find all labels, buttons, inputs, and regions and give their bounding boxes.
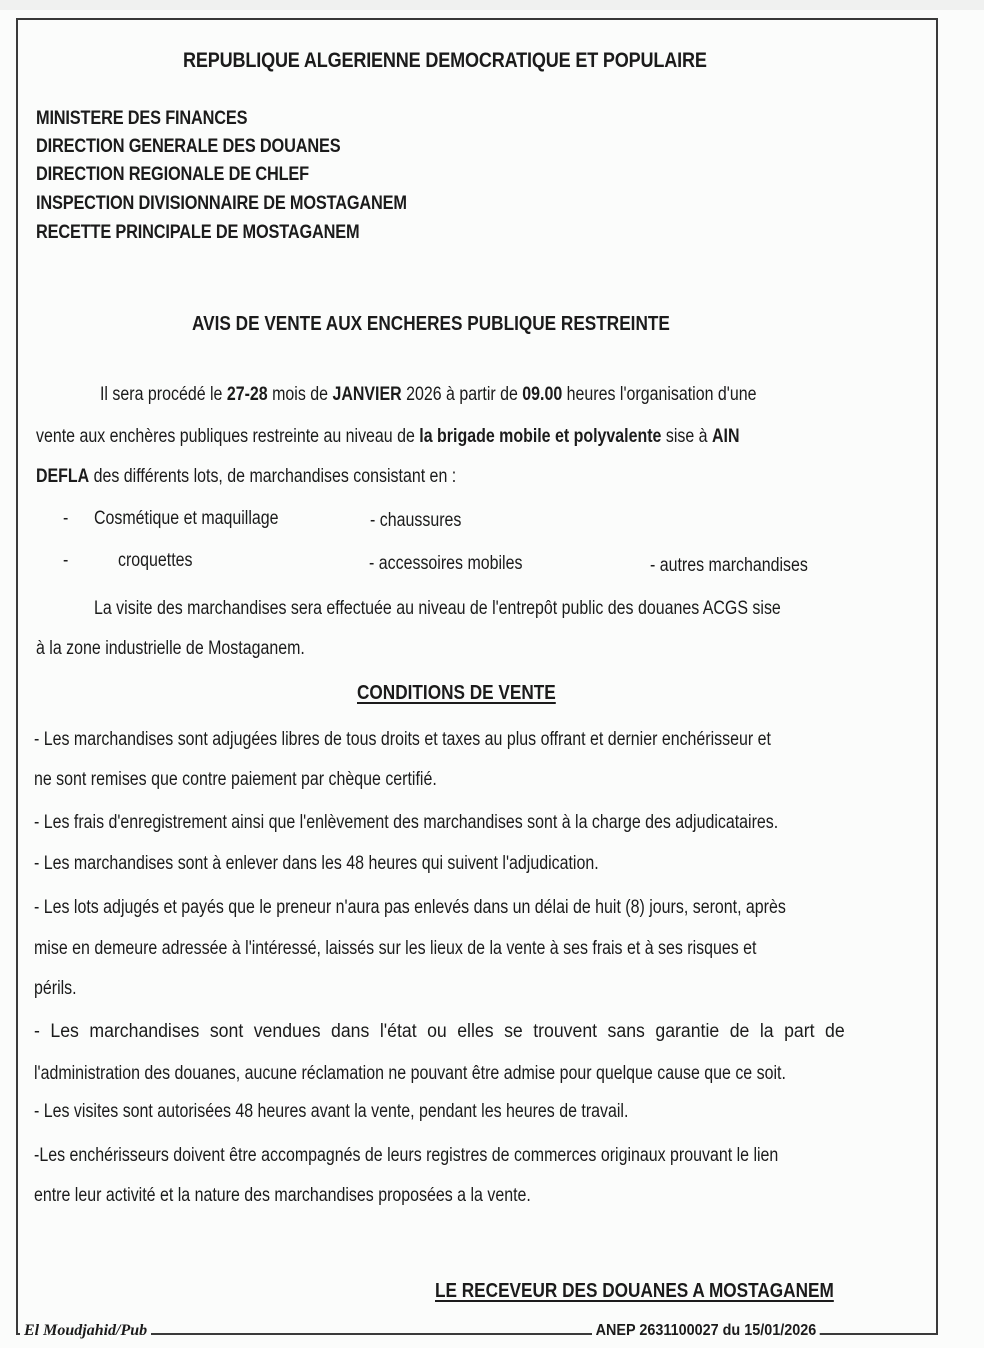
visit-line: à la zone industrielle de Mostaganem. [36,638,305,659]
sale-time: 09.00 [522,384,563,405]
republic-heading: REPUBLIQUE ALGERIENNE DEMOCRATIQUE ET POPULAIRE [183,49,707,72]
condition-line: l'administration des douanes, aucune réclamation ne pouvant être admise pour quelque cause que ce soit. [34,1063,786,1084]
condition-line: - Les marchandises sont à enlever dans les 48 heures qui suivent l'adjudication. [34,853,599,874]
scan-top-band [0,0,984,10]
intro-text: des différents lots, de marchandises consistant en : [89,466,457,487]
institution-line: DIRECTION GENERALE DES DOUANES [36,136,341,157]
condition-line: mise en demeure adressée à l'intéressé, laissés sur les lieux de la vente à ses frais et à ses risques et [34,938,757,959]
institution-line: RECETTE PRINCIPALE DE MOSTAGANEM [36,222,360,243]
condition-line: périls. [34,978,77,999]
goods-item: croquettes [118,550,193,571]
sale-dates: 27-28 [226,384,268,405]
condition-line: - Les marchandises sont vendues dans l'état ou elles se trouvent sans garantie de la part de [34,1021,845,1042]
sale-location: DEFLA [36,466,90,487]
condition-line: - Les marchandises sont adjugées libres de tous droits et taxes au plus offrant et dernier enchérisseur et [34,729,771,750]
visit-line: La visite des marchandises sera effectuée au niveau de l'entrepôt public des douanes ACGS sise [94,598,781,619]
goods-item: - chaussures [370,510,462,531]
condition-line: ne sont remises que contre paiement par chèque certifié. [34,769,437,790]
goods-item: - autres marchandises [650,555,808,576]
sale-location: AIN [712,426,740,447]
condition-line: - Les visites sont autorisées 48 heures avant la vente, pendant les heures de travail. [34,1101,629,1122]
condition-line: -Les enchérisseurs doivent être accompagnés de leurs registres de commerces originaux prouvant le lien [34,1145,779,1166]
condition-line: - Les lots adjugés et payés que le preneur n'aura pas enlevés dans un délai de huit (8) jours, seront, après [34,897,786,918]
intro-line-3 [36,466,456,488]
intro-text: vente aux enchères publiques restreinte au niveau de [36,426,420,447]
institution-line: DIRECTION REGIONALE DE CHLEF [36,164,309,185]
notice-frame [16,18,938,1335]
goods-bullet: - [63,550,69,571]
intro-text: Il sera procédé le [100,384,227,405]
intro-line-2 [36,426,740,448]
institution-line: INSPECTION DIVISIONNAIRE DE MOSTAGANEM [36,193,407,214]
conditions-heading: CONDITIONS DE VENTE [357,682,556,704]
intro-text: sise à [661,426,713,447]
intro-text: 2026 à partir de [401,384,523,405]
anep-reference: ANEP 2631100027 du 15/01/2026 [592,1322,820,1340]
intro-line-1 [100,384,756,406]
signature: LE RECEVEUR DES DOUANES A MOSTAGANEM [435,1280,834,1302]
goods-bullet: - [63,508,69,529]
goods-item: Cosmétique et maquillage [94,508,279,529]
sale-venue: la brigade mobile et polyvalente [419,426,662,447]
intro-text: mois de [267,384,333,405]
publisher-label: El Moudjahid/Pub [20,1322,151,1340]
sale-month: JANVIER [332,384,402,405]
institution-line: MINISTERE DES FINANCES [36,108,248,129]
condition-line: - Les frais d'enregistrement ainsi que l'enlèvement des marchandises sont à la charge des adjudicataires. [34,812,779,833]
intro-text: heures l'organisation d'une [562,384,757,405]
notice-title: AVIS DE VENTE AUX ENCHERES PUBLIQUE RESTREINTE [192,313,670,335]
goods-item: - accessoires mobiles [369,553,523,574]
condition-line: entre leur activité et la nature des marchandises proposées a la vente. [34,1185,531,1206]
